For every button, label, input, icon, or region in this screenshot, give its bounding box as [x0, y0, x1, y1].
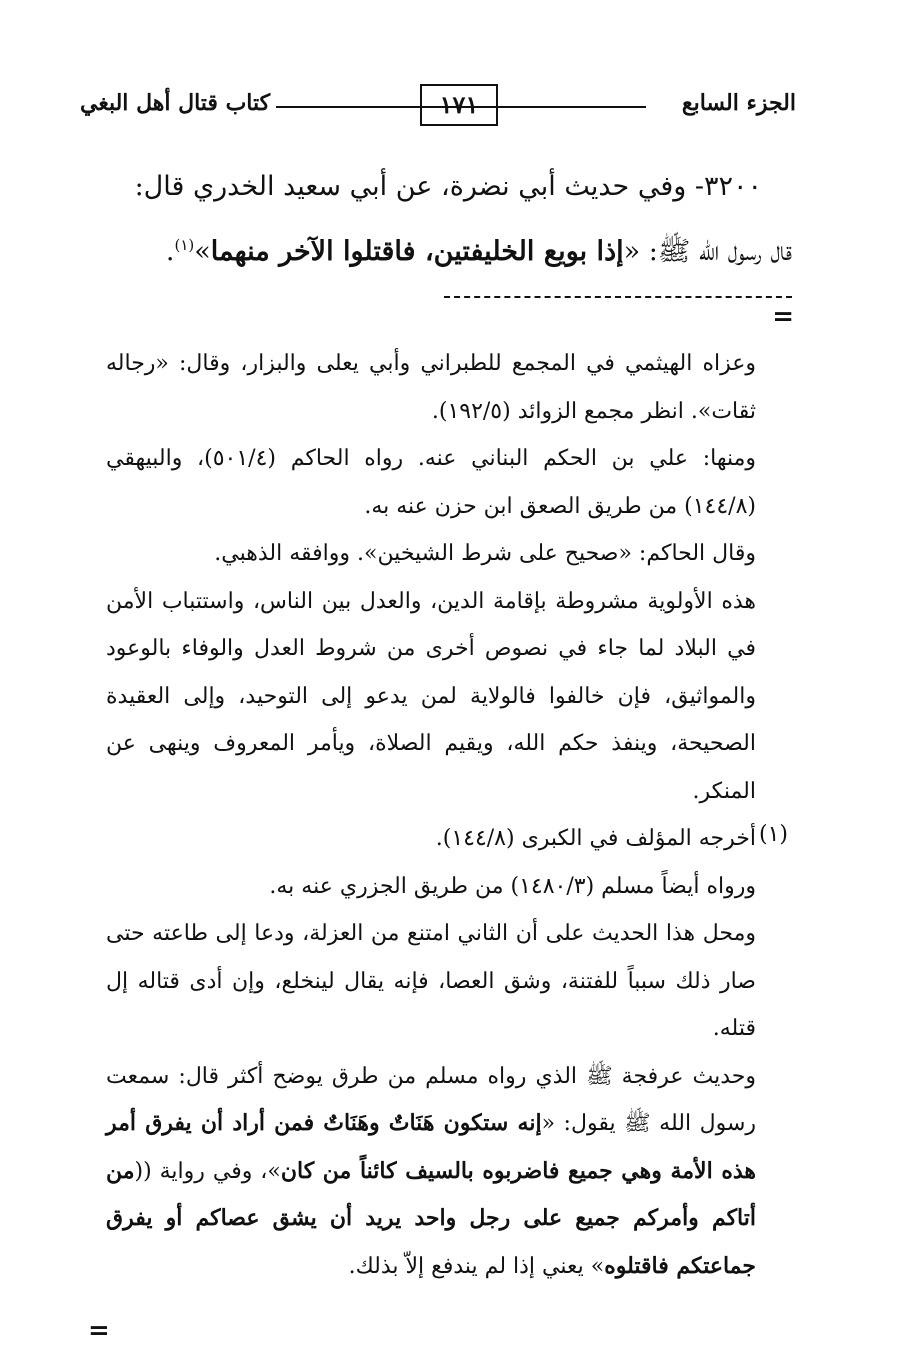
footnote-number: (١) [758, 822, 788, 847]
continuation-mark-top: = [772, 302, 794, 332]
main-text [92, 158, 792, 281]
continuation-mark-bottom: = [88, 1316, 110, 1346]
running-header [80, 84, 796, 128]
footnote-separator [444, 296, 792, 298]
note-8-link: »، وفي رواية (( [134, 1158, 281, 1184]
footnote-reference: (١) [174, 236, 195, 254]
hadith-line-end: . [165, 236, 175, 267]
hadith-line-2 [92, 216, 792, 281]
header-book-title: كتاب قتال أهل البغي [80, 90, 271, 116]
note-paragraph-8 [106, 1053, 756, 1291]
hadith-quote: إذا بويع الخليفتين، فاقتلوا الآخر منهما [210, 236, 624, 267]
footnotes [106, 340, 756, 1290]
note-paragraph-6: ورواه أيضاً مسلم (١٤٨٠/٣) من طريق الجزري عنه به. [269, 873, 756, 899]
note-8-intro: وحديث عرفجة ﷺ الذي رواه مسلم من طرق يوضح أكثر قال: سمعت رسول الله ﷺ يقول: « [106, 1063, 757, 1136]
note-8-quote-1: إنه ستكون هَنَاتٌ وهَنَاتٌ فمن أراد أن يفرق أمر هذه الأمة وهي جميع فاضربوه بالسيف كائناً من كان [106, 1110, 757, 1184]
page-number: ١٧١ [420, 84, 498, 126]
hadith-quote-close: » [194, 236, 211, 267]
note-paragraph-5: أخرجه المؤلف في الكبرى (١٤٤/٨). [435, 826, 756, 851]
note-8-end: » يعني إذا لم يندفع إلاّ بذلك. [348, 1253, 605, 1279]
hadith-quote-open: قال رسول الله ﷺ: « [623, 236, 792, 267]
note-paragraph-3: وقال الحاكم: «صحيح على شرط الشيخين». ووافقه الذهبي. [214, 541, 756, 566]
header-part: الجزء السابع [681, 90, 796, 116]
header-rule-left [276, 106, 476, 108]
note-8-quote-2: من أتاكم وأمركم جميع على رجل واحد يريد أن يشق عصاكم أو يفرق جماعتكم فاقتلوه [106, 1157, 756, 1279]
note-paragraph-4: هذه الأولوية مشروطة بإقامة الدين، والعدل بين الناس، واستتباب الأمن في البلاد لما جاء في نصوص أخرى من شروط العدل والوفاء بالوعود والمواثيق، فإن خالفوا فالولاية لمن يدعو إلى التوحيد، وإلى العقيدة الصحيحة، وينفذ حكم الله، ويقيم الصلاة، ويأمر المعروف وينهى عن المنكر. [106, 588, 756, 804]
note-paragraph-1: وعزاه الهيثمي في المجمع للطبراني وأبي يعلى والبزار، وقال: «رجاله ثقات». انظر مجمع الزوائد (١٩٢/٥). [106, 351, 756, 424]
hadith-line-1: ٣٢٠٠- وفي حديث أبي نضرة، عن أبي سعيد الخدري قال: [134, 171, 762, 202]
note-paragraph-2: ومنها: علي بن الحكم البناني عنه. رواه الحاكم (٥٠١/٤)، والبيهقي (١٤٤/٨) من طريق الصعق ابن حزن عنه به. [106, 446, 757, 519]
note-paragraph-7: ومحل هذا الحديث على أن الثاني امتنع من العزلة، ودعا إلى طاعته حتى صار ذلك سبباً للفتنة، وشق العصا، فإنه يقال لينخلع، وإن أدى قتاله إل قتله. [106, 921, 756, 1041]
